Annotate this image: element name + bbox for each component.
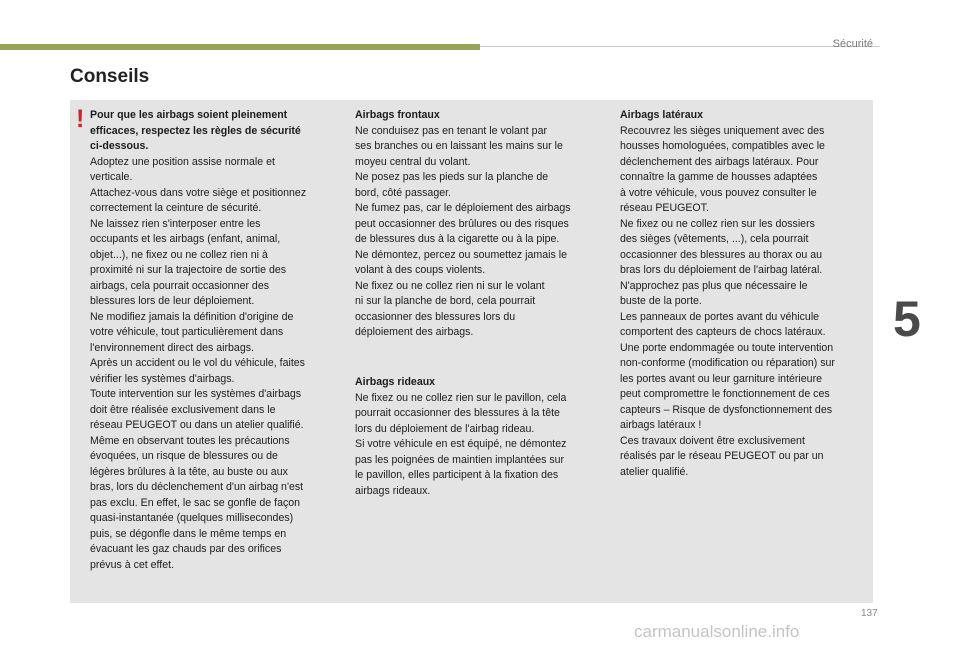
curtain-body: Ne fixez ou ne collez rien sur le pavillon, cela pourrait occasionner des blessures à la tête lors du déploiement de l'airbag rideau. Si votre véhicule en est équipé, ne démontez pas les poignées de maintien implantées sur le pavillon, elles participent à la fixation des airbags rideaux.	[355, 391, 567, 497]
frontal-body: Ne conduisez pas en tenant le volant par ses branches ou en laissant les mains sur le moyeu central du volant. Ne posez pas les pieds sur la planche de bord, côté passager. Ne fumez pas, car le déploiement des airbags peut occasionner des brûlures ou des risques de blessures dus à la cigarette ou à la pipe. Ne démontez, percez ou soumettez jamais le volant à des coups violents. Ne fixez ou ne collez rien ni sur le volant ni sur la planche de bord, cela pourrait occasionner des blessures lors du déploiement des airbags.	[355, 124, 571, 338]
header-accent-bar	[0, 44, 480, 50]
curtain-heading: Airbags rideaux	[355, 376, 436, 388]
watermark-text: carmanualsonline.info	[634, 622, 800, 641]
lateral-heading: Airbags latéraux	[620, 109, 704, 121]
curtain-airbags-section	[355, 375, 605, 499]
lateral-airbags-section	[620, 108, 870, 480]
frontal-airbags-section	[355, 108, 605, 341]
frontal-heading: Airbags frontaux	[355, 109, 440, 121]
page-title: Conseils	[70, 66, 150, 87]
chapter-number: 5	[893, 291, 921, 347]
exclamation-icon: !	[76, 105, 85, 133]
warning-body: Adoptez une position assise normale et verticale. Attachez-vous dans votre siège et positionnez correctement la ceinture de sécurité. Ne laissez rien s'interposer entre les occupants et les airbags (enfant, animal, objet...), ne fixez ou ne collez rien ni à proximité ni sur la trajectoire de sortie des airbags, cela pourrait occasionner des blessures lors de leur déploiement. Ne modifiez jamais la définition d'origine de votre véhicule, tout particulièrement dans l'environnement direct des airbags. Après un accident ou le vol du véhicule, faites vérifier les systèmes d'airbags. Toute intervention sur les systèmes d'airbags doit être réalisée exclusivement dans le réseau PEUGEOT ou dans un atelier qualifié. Même en observant toutes les précautions évoquées, un risque de blessures ou de légères brûlures à la tête, au buste ou aux bras, lors du déclenchement d'un airbag n'est pas exclu. En effet, le sac se gonfle de façon quasi-instantanée (quelques millisecondes) puis, se dégonfle dans le même temps en évacuant les gaz chauds par des orifices prévus à cet effet.	[90, 155, 307, 571]
lateral-body: Recouvrez les sièges uniquement avec des housses homologuées, compatibles avec le déclenchement des airbags latéraux. Pour connaître la gamme de housses adaptées à votre véhicule, vous pouvez consulter le réseau PEUGEOT. Ne fixez ou ne collez rien sur les dossiers des sièges (vêtements, ...), cela pourrait occasionner des blessures au thorax ou au bras lors du déploiement de l'airbag latéral. N'approchez pas plus que nécessaire le buste de la porte. Les panneaux de portes avant du véhicule comportent des capteurs de chocs latéraux. Une porte endommagée ou toute intervention non-conforme (modification ou réparation) sur les portes avant ou leur garniture intérieure peut compromettre le fonctionnement de ces capteurs – Risque de dysfonctionnement des airbags latéraux ! Ces travaux doivent être exclusivement réalisés par le réseau PEUGEOT ou par un atelier qualifié.	[620, 124, 835, 478]
warning-column	[90, 108, 342, 573]
warning-intro: Pour que les airbags soient pleinement efficaces, respectez les règles de sécurité ci-dessous.	[90, 109, 301, 152]
header-rule	[480, 46, 880, 47]
page-number: 137	[861, 608, 878, 619]
section-label: Sécurité	[832, 38, 873, 50]
